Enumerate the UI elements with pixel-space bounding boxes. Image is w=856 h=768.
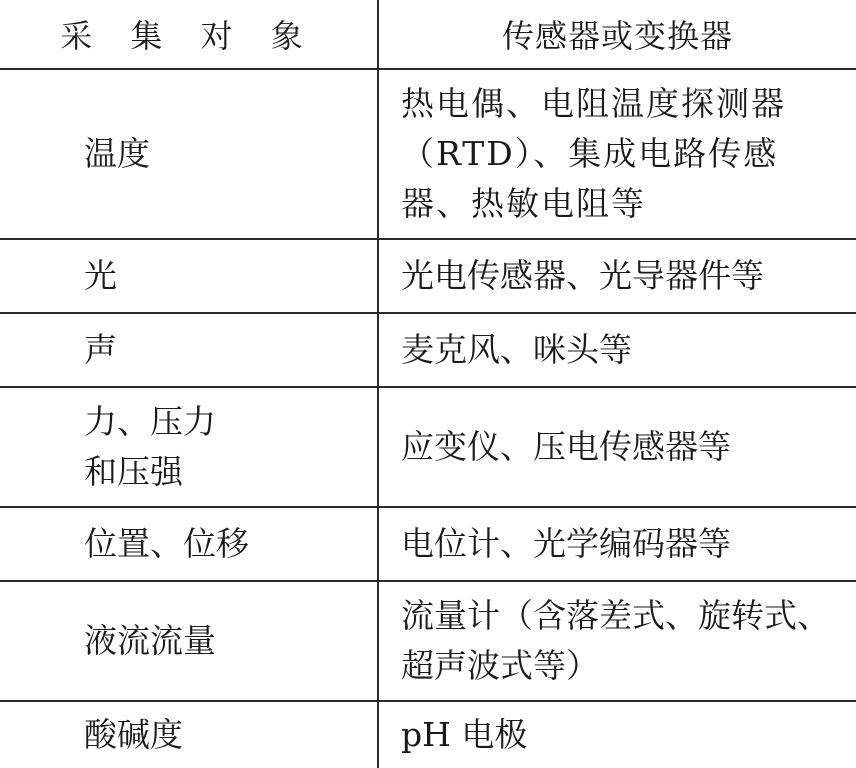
header-collection-object: 采 集 对 象 <box>0 0 378 69</box>
header-sensor-transducer: 传感器或变换器 <box>378 0 856 69</box>
device-cell: 热电偶、电阻温度探测器（RTD）、集成电路传感器、热敏电阻等 <box>378 69 856 239</box>
table-header-row <box>0 0 856 69</box>
table-row <box>0 239 856 313</box>
object-cell: 温度 <box>0 69 378 239</box>
device-cell: 流量计（含落差式、旋转式、超声波式等） <box>378 581 856 701</box>
table-row <box>0 581 856 701</box>
table-row <box>0 701 856 768</box>
table-row <box>0 313 856 387</box>
device-cell: 电位计、光学编码器等 <box>378 507 856 581</box>
table-row <box>0 507 856 581</box>
object-cell: 位置、位移 <box>0 507 378 581</box>
table-row <box>0 387 856 507</box>
object-cell: 力、压力和压强 <box>0 387 378 507</box>
device-cell: 光电传感器、光导器件等 <box>378 239 856 313</box>
object-cell: 声 <box>0 313 378 387</box>
table-row <box>0 69 856 239</box>
device-cell: pH 电极 <box>378 701 856 768</box>
device-cell: 应变仪、压电传感器等 <box>378 387 856 507</box>
device-cell: 麦克风、咪头等 <box>378 313 856 387</box>
object-cell: 酸碱度 <box>0 701 378 768</box>
object-cell: 光 <box>0 239 378 313</box>
object-cell: 液流流量 <box>0 581 378 701</box>
